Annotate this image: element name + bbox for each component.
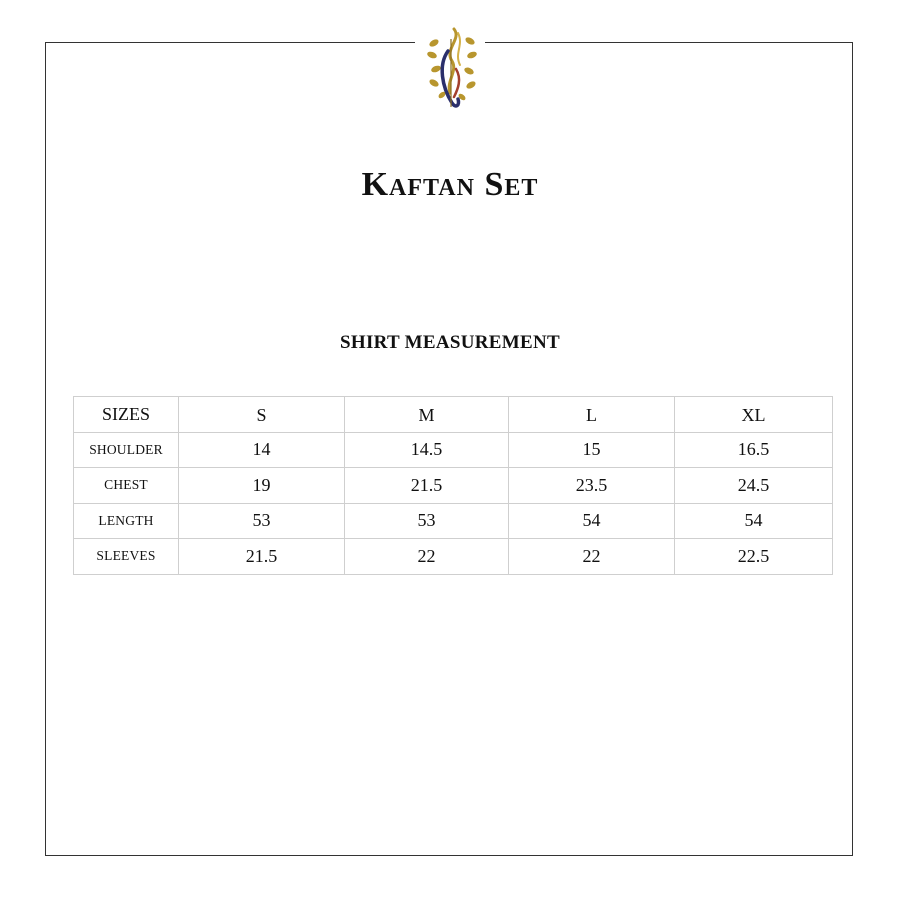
section-subtitle: SHIRT MEASUREMENT — [340, 332, 560, 353]
measurement-cell: 15 — [509, 432, 675, 468]
row-label: SHOULDER — [74, 432, 179, 468]
size-column-header: L — [509, 397, 675, 433]
measurement-cell: 24.5 — [675, 468, 833, 504]
measurement-cell: 23.5 — [509, 468, 675, 504]
page-title: Kaftan Set — [361, 166, 539, 203]
measurement-cell: 22 — [345, 539, 509, 575]
size-column-header: XL — [675, 397, 833, 433]
measurement-cell: 16.5 — [675, 432, 833, 468]
measurement-cell: 14.5 — [345, 432, 509, 468]
measurement-cell: 19 — [179, 468, 345, 504]
table-row — [74, 468, 833, 504]
table-row — [74, 539, 833, 575]
table-row — [74, 432, 833, 468]
measurement-cell: 53 — [345, 503, 509, 539]
row-label: LENGTH — [74, 503, 179, 539]
measurement-cell: 54 — [509, 503, 675, 539]
measurement-cell: 54 — [675, 503, 833, 539]
sizes-header: SIZES — [74, 397, 179, 433]
measurement-cell: 22 — [509, 539, 675, 575]
measurement-cell: 14 — [179, 432, 345, 468]
size-column-header: S — [179, 397, 345, 433]
measurement-cell: 22.5 — [675, 539, 833, 575]
measurement-cell: 21.5 — [345, 468, 509, 504]
measurement-cell: 53 — [179, 503, 345, 539]
size-chart-table — [73, 396, 833, 575]
table-row — [74, 503, 833, 539]
table-header-row — [74, 397, 833, 433]
row-label: SLEEVES — [74, 539, 179, 575]
measurement-cell: 21.5 — [179, 539, 345, 575]
row-label: CHEST — [74, 468, 179, 504]
size-column-header: M — [345, 397, 509, 433]
brand-monogram-icon — [424, 25, 480, 111]
